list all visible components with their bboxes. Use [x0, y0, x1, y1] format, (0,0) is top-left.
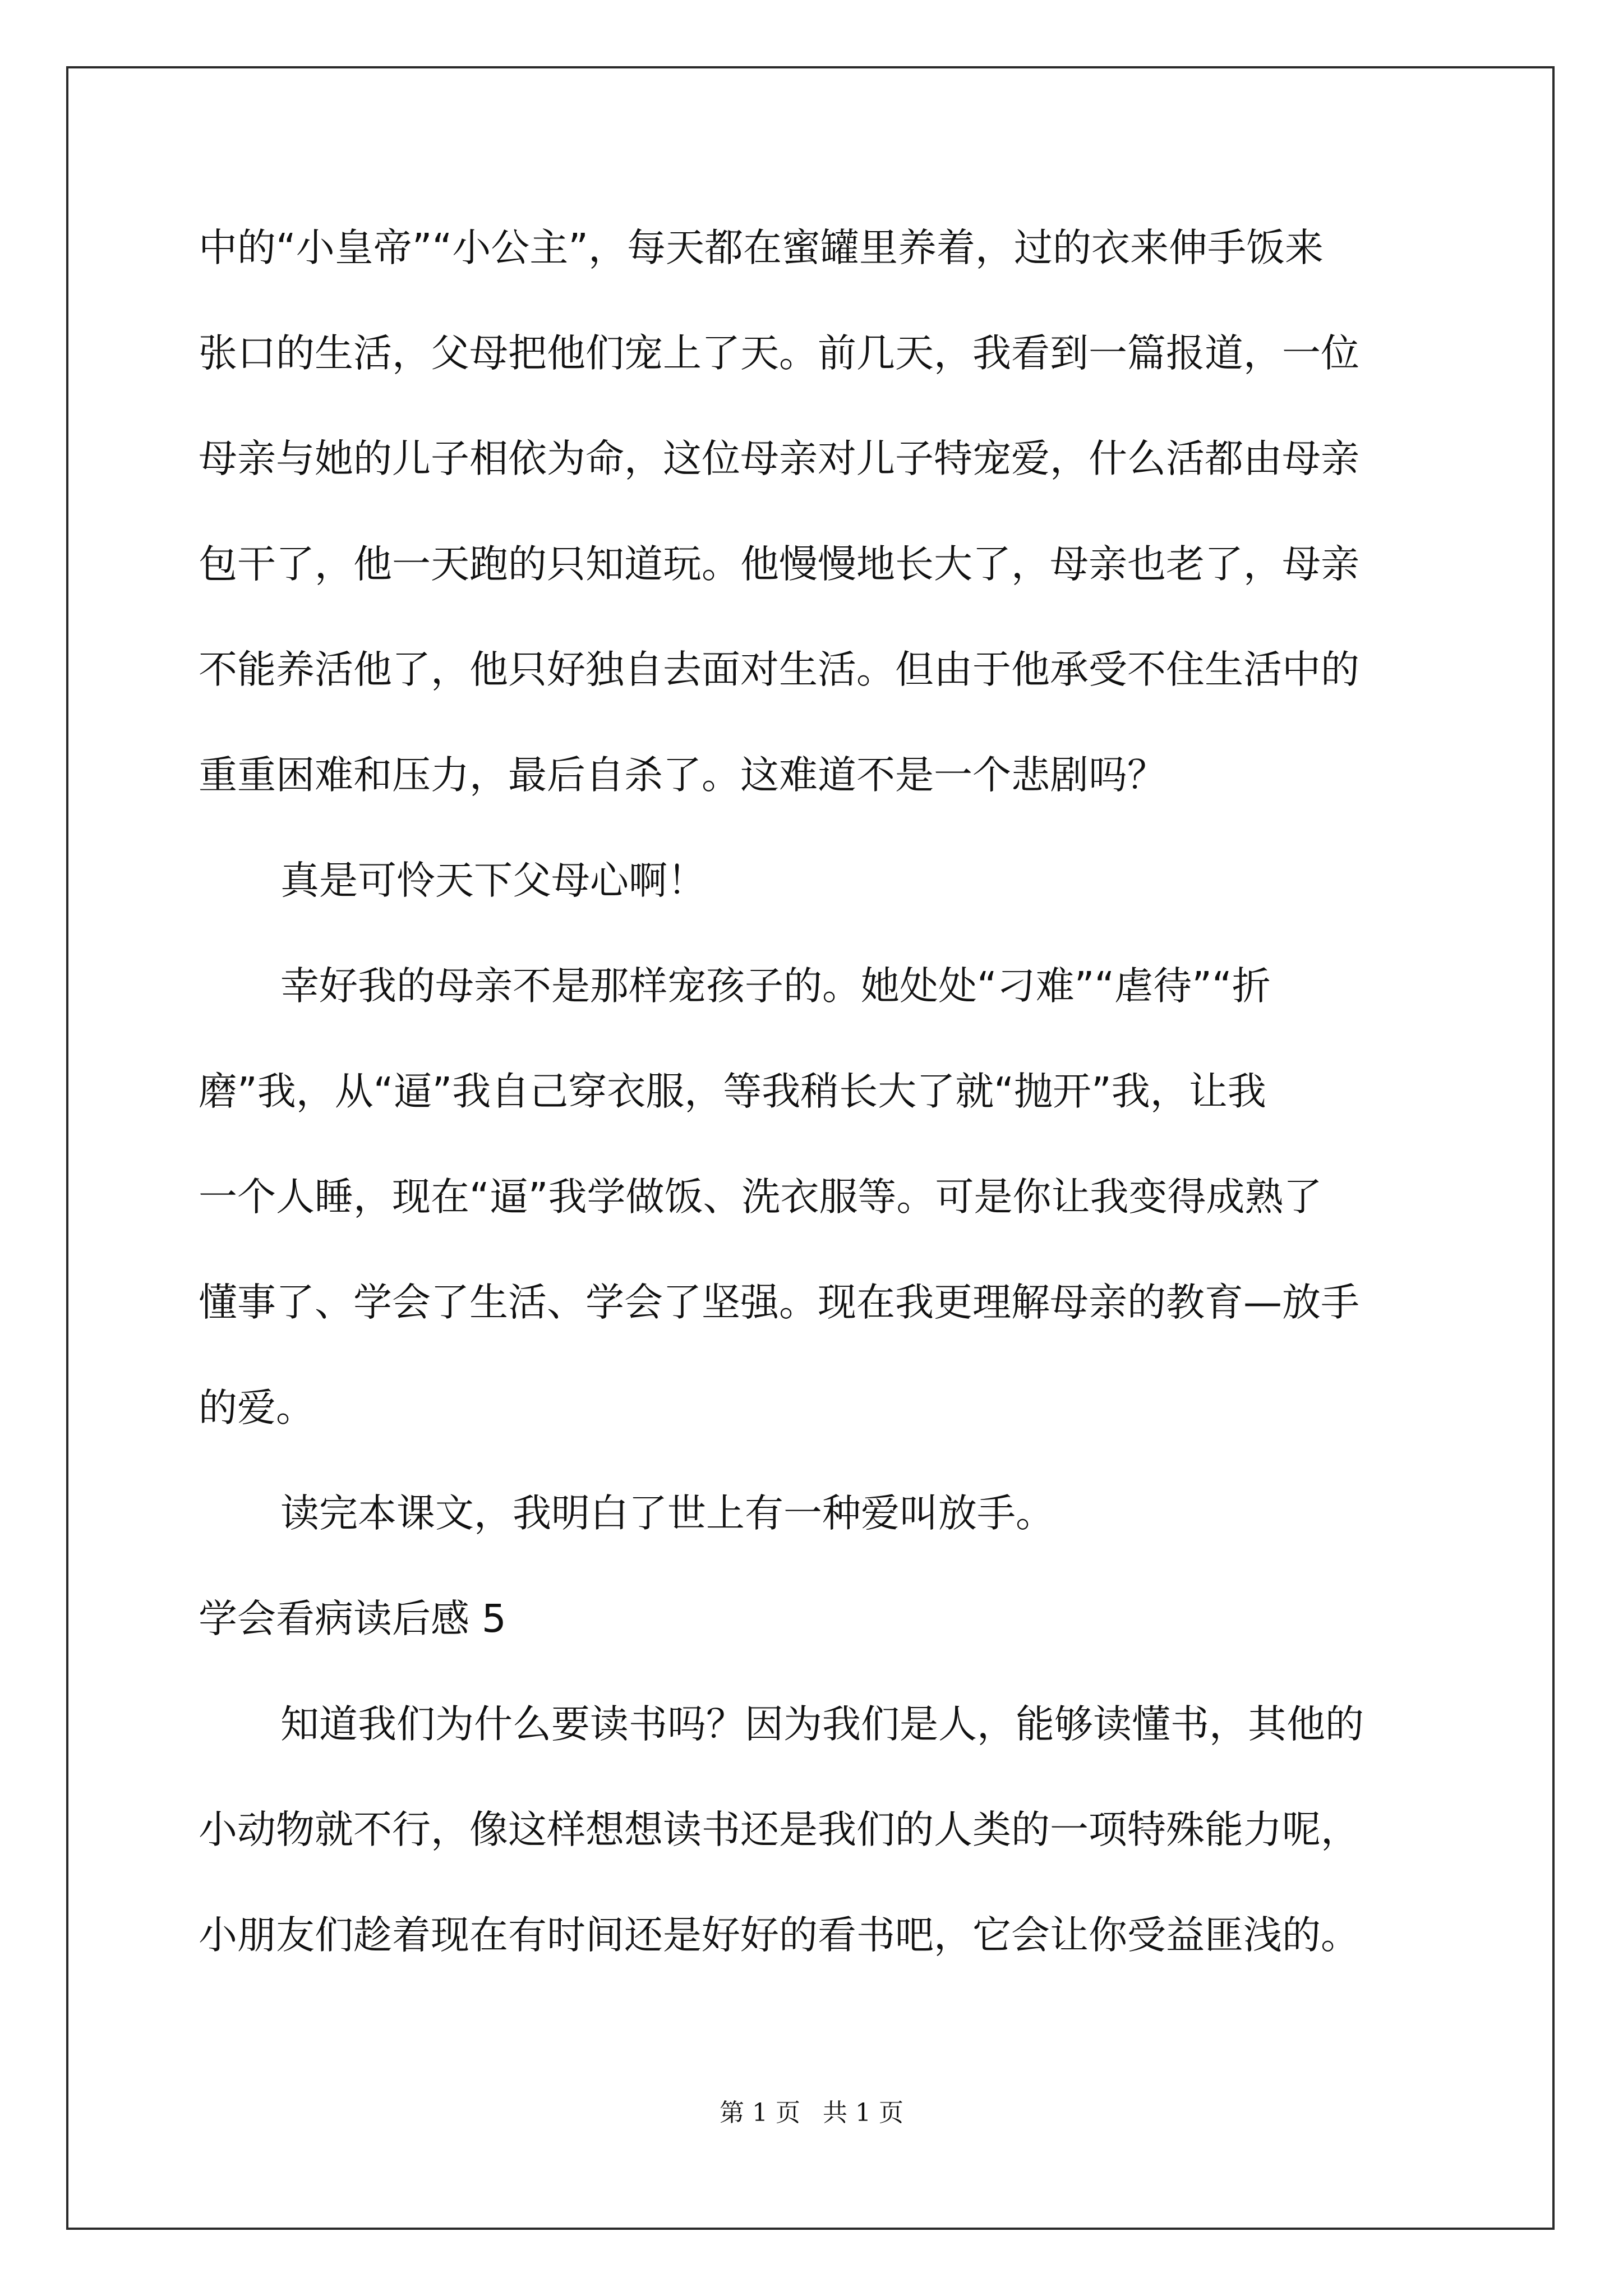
page-total: 共 1 页	[823, 2099, 903, 2127]
text-line: 母亲与她的儿子相依为命，这位母亲对儿子特宠爱，什么活都由母亲	[199, 436, 1359, 481]
text-line: 一个人睡，现在“逼”我学做饭、洗衣服等。可是你让我变得成熟了	[199, 1175, 1322, 1220]
text-line: 小动物就不行，像这样想想读书还是我们的人类的一项特殊能力呢，	[199, 1807, 1359, 1852]
page-number: 第 1 页	[720, 2099, 800, 2127]
page-frame	[66, 66, 1555, 2230]
section-heading: 学会看病读后感 5	[199, 1596, 506, 1641]
text-line: 不能养活他了，他只好独自去面对生活。但由于他承受不住生活中的	[199, 647, 1359, 692]
text-line: 的爱。	[199, 1386, 315, 1430]
text-line: 中的“小皇帝”“小公主”，每天都在蜜罐里养着，过的衣来伸手饭来	[199, 226, 1324, 270]
text-line: 知道我们为什么要读书吗？因为我们是人，能够读懂书，其他的	[280, 1702, 1364, 1747]
text-line: 包干了，他一天跑的只知道玩。他慢慢地长大了，母亲也老了，母亲	[199, 542, 1359, 587]
text-line: 懂事了、学会了生活、学会了坚强。现在我更理解母亲的教育—放手	[199, 1280, 1359, 1325]
text-line: 真是可怜天下父母心啊！	[280, 858, 706, 903]
text-line: 读完本课文，我明白了世上有一种爱叫放手。	[280, 1491, 1054, 1536]
text-line: 幸好我的母亲不是那样宠孩子的。她处处“刁难”“虐待”“折	[280, 964, 1271, 1009]
text-line: 磨”我，从“逼”我自己穿衣服，等我稍长大了就“抛开”我，让我	[199, 1069, 1266, 1114]
text-line: 重重困难和压力，最后自杀了。这难道不是一个悲剧吗？	[199, 753, 1166, 798]
text-line: 小朋友们趁着现在有时间还是好好的看书吧，它会让你受益匪浅的。	[199, 1913, 1359, 1958]
page-footer	[0, 2101, 1623, 2125]
text-line: 张口的生活，父母把他们宠上了天。前几天，我看到一篇报道，一位	[199, 331, 1359, 376]
